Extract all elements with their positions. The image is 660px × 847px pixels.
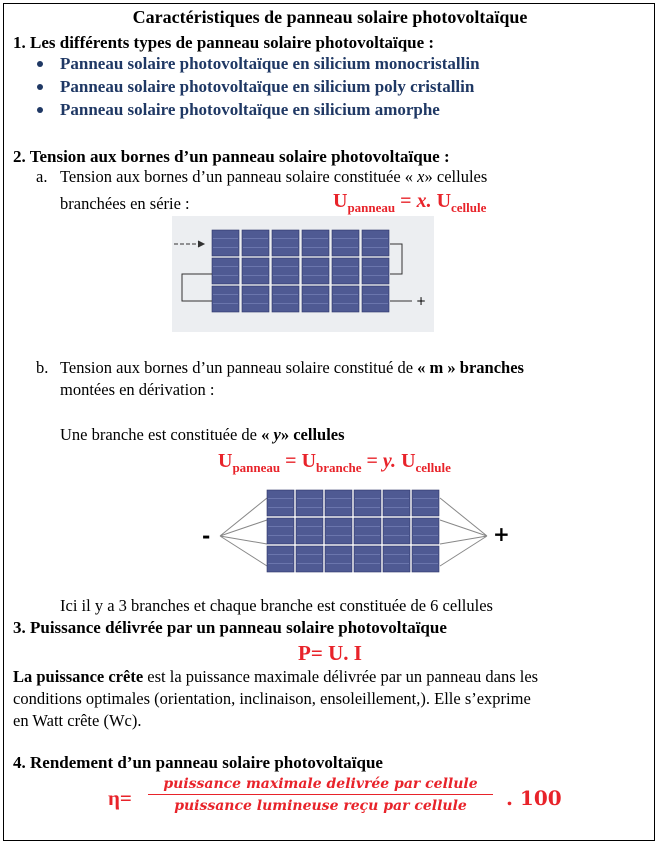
efficiency-eta: η= — [108, 786, 132, 810]
solar-cell — [383, 518, 410, 544]
solar-cell — [412, 490, 439, 516]
solar-cell — [267, 490, 294, 516]
fraction-numerator: puissance maximale delivrée par cellule — [148, 776, 493, 795]
solar-cell — [302, 258, 329, 284]
section4-heading: 4. Rendement d’un panneau solaire photovoltaïque — [13, 753, 383, 772]
solar-cell — [354, 546, 381, 572]
parallel-panel-diagram — [215, 486, 490, 582]
parallel-voltage-formula: $U_{panneau} = U_{branche} = y$. $U_{cellule}$ — [218, 450, 451, 475]
item-b-line1: Tension aux bornes d’un panneau solaire constitué de « m » branches — [60, 358, 524, 377]
item-a-line2: branchées en série : — [60, 194, 190, 213]
solar-cell — [354, 490, 381, 516]
type-item-1: Panneau solaire photovoltaïque en silicium monocristallin — [60, 54, 480, 73]
solar-cell — [332, 230, 359, 256]
solar-cell — [272, 230, 299, 256]
solar-cell — [296, 518, 323, 544]
section1-heading: 1. Les différents types de panneau solaire photovoltaïque : — [13, 33, 435, 52]
solar-cell — [302, 230, 329, 256]
type-item-2: Panneau solaire photovoltaïque en silicium poly cristallin — [60, 77, 475, 96]
branches-note: Ici il y a 3 branches et chaque branche est constituée de 6 cellules — [60, 596, 493, 615]
solar-cell — [362, 230, 389, 256]
item-a-line1: Tension aux bornes d’un panneau solaire constituée « x» cellules — [60, 167, 488, 186]
item-b-line3: Une branche est constituée de « y» cellules — [60, 425, 345, 444]
solar-cell — [383, 490, 410, 516]
item-b-line2: montées en dérivation : — [60, 380, 215, 399]
bullet-dot — [37, 107, 43, 113]
type-item-3: Panneau solaire photovoltaïque en silicium amorphe — [60, 100, 440, 119]
solar-cell — [242, 258, 269, 284]
section2-heading: 2. Tension aux bornes d’un panneau solaire photovoltaïque : — [13, 147, 450, 166]
peak-power-line3: en Watt crête (Wc). — [13, 711, 142, 730]
solar-cell — [325, 546, 352, 572]
solar-cell — [242, 286, 269, 312]
solar-cell — [267, 546, 294, 572]
solar-cell — [272, 258, 299, 284]
page-title: Caractéristiques de panneau solaire photovoltaïque — [132, 7, 528, 27]
bullet-dot — [37, 84, 43, 90]
plus-terminal: + — [416, 294, 427, 308]
power-formula: P= U. I — [298, 641, 362, 665]
series-panel-diagram — [172, 216, 434, 332]
solar-cell — [212, 230, 239, 256]
solar-cell — [383, 546, 410, 572]
peak-power-line1: La puissance crête est la puissance maximale délivrée par un panneau dans les — [13, 667, 539, 686]
solar-cell — [325, 518, 352, 544]
efficiency-factor: . 100 — [506, 786, 562, 810]
solar-cell — [212, 258, 239, 284]
solar-cell — [354, 518, 381, 544]
solar-cell — [412, 546, 439, 572]
efficiency-fraction — [148, 776, 493, 814]
solar-cell — [272, 286, 299, 312]
solar-cell — [362, 286, 389, 312]
solar-cell — [332, 258, 359, 284]
solar-cell — [267, 518, 294, 544]
solar-cell — [296, 490, 323, 516]
minus-terminal: - — [202, 524, 211, 548]
solar-cell — [362, 258, 389, 284]
solar-cell — [242, 230, 269, 256]
solar-cell — [325, 490, 352, 516]
peak-power-line2: conditions optimales (orientation, inclinaison, ensoleillement,). Elle s’exprime — [13, 689, 531, 708]
solar-cell — [302, 286, 329, 312]
item-b-marker: b. — [36, 358, 49, 377]
solar-cell — [212, 286, 239, 312]
solar-cell — [412, 518, 439, 544]
solar-cell — [296, 546, 323, 572]
var-x: x — [417, 167, 425, 186]
item-a-marker: a. — [36, 167, 48, 186]
series-voltage-formula: $U_{panneau} = x$. $U_{cellule}$ — [333, 190, 487, 215]
solar-cell — [332, 286, 359, 312]
section3-heading: 3. Puissance délivrée par un panneau solaire photovoltaïque — [13, 618, 447, 637]
plus-terminal: + — [493, 522, 510, 546]
var-y: y — [273, 425, 281, 444]
fraction-denominator: puissance lumineuse reçu par cellule — [174, 798, 467, 814]
bullet-dot — [37, 61, 43, 67]
